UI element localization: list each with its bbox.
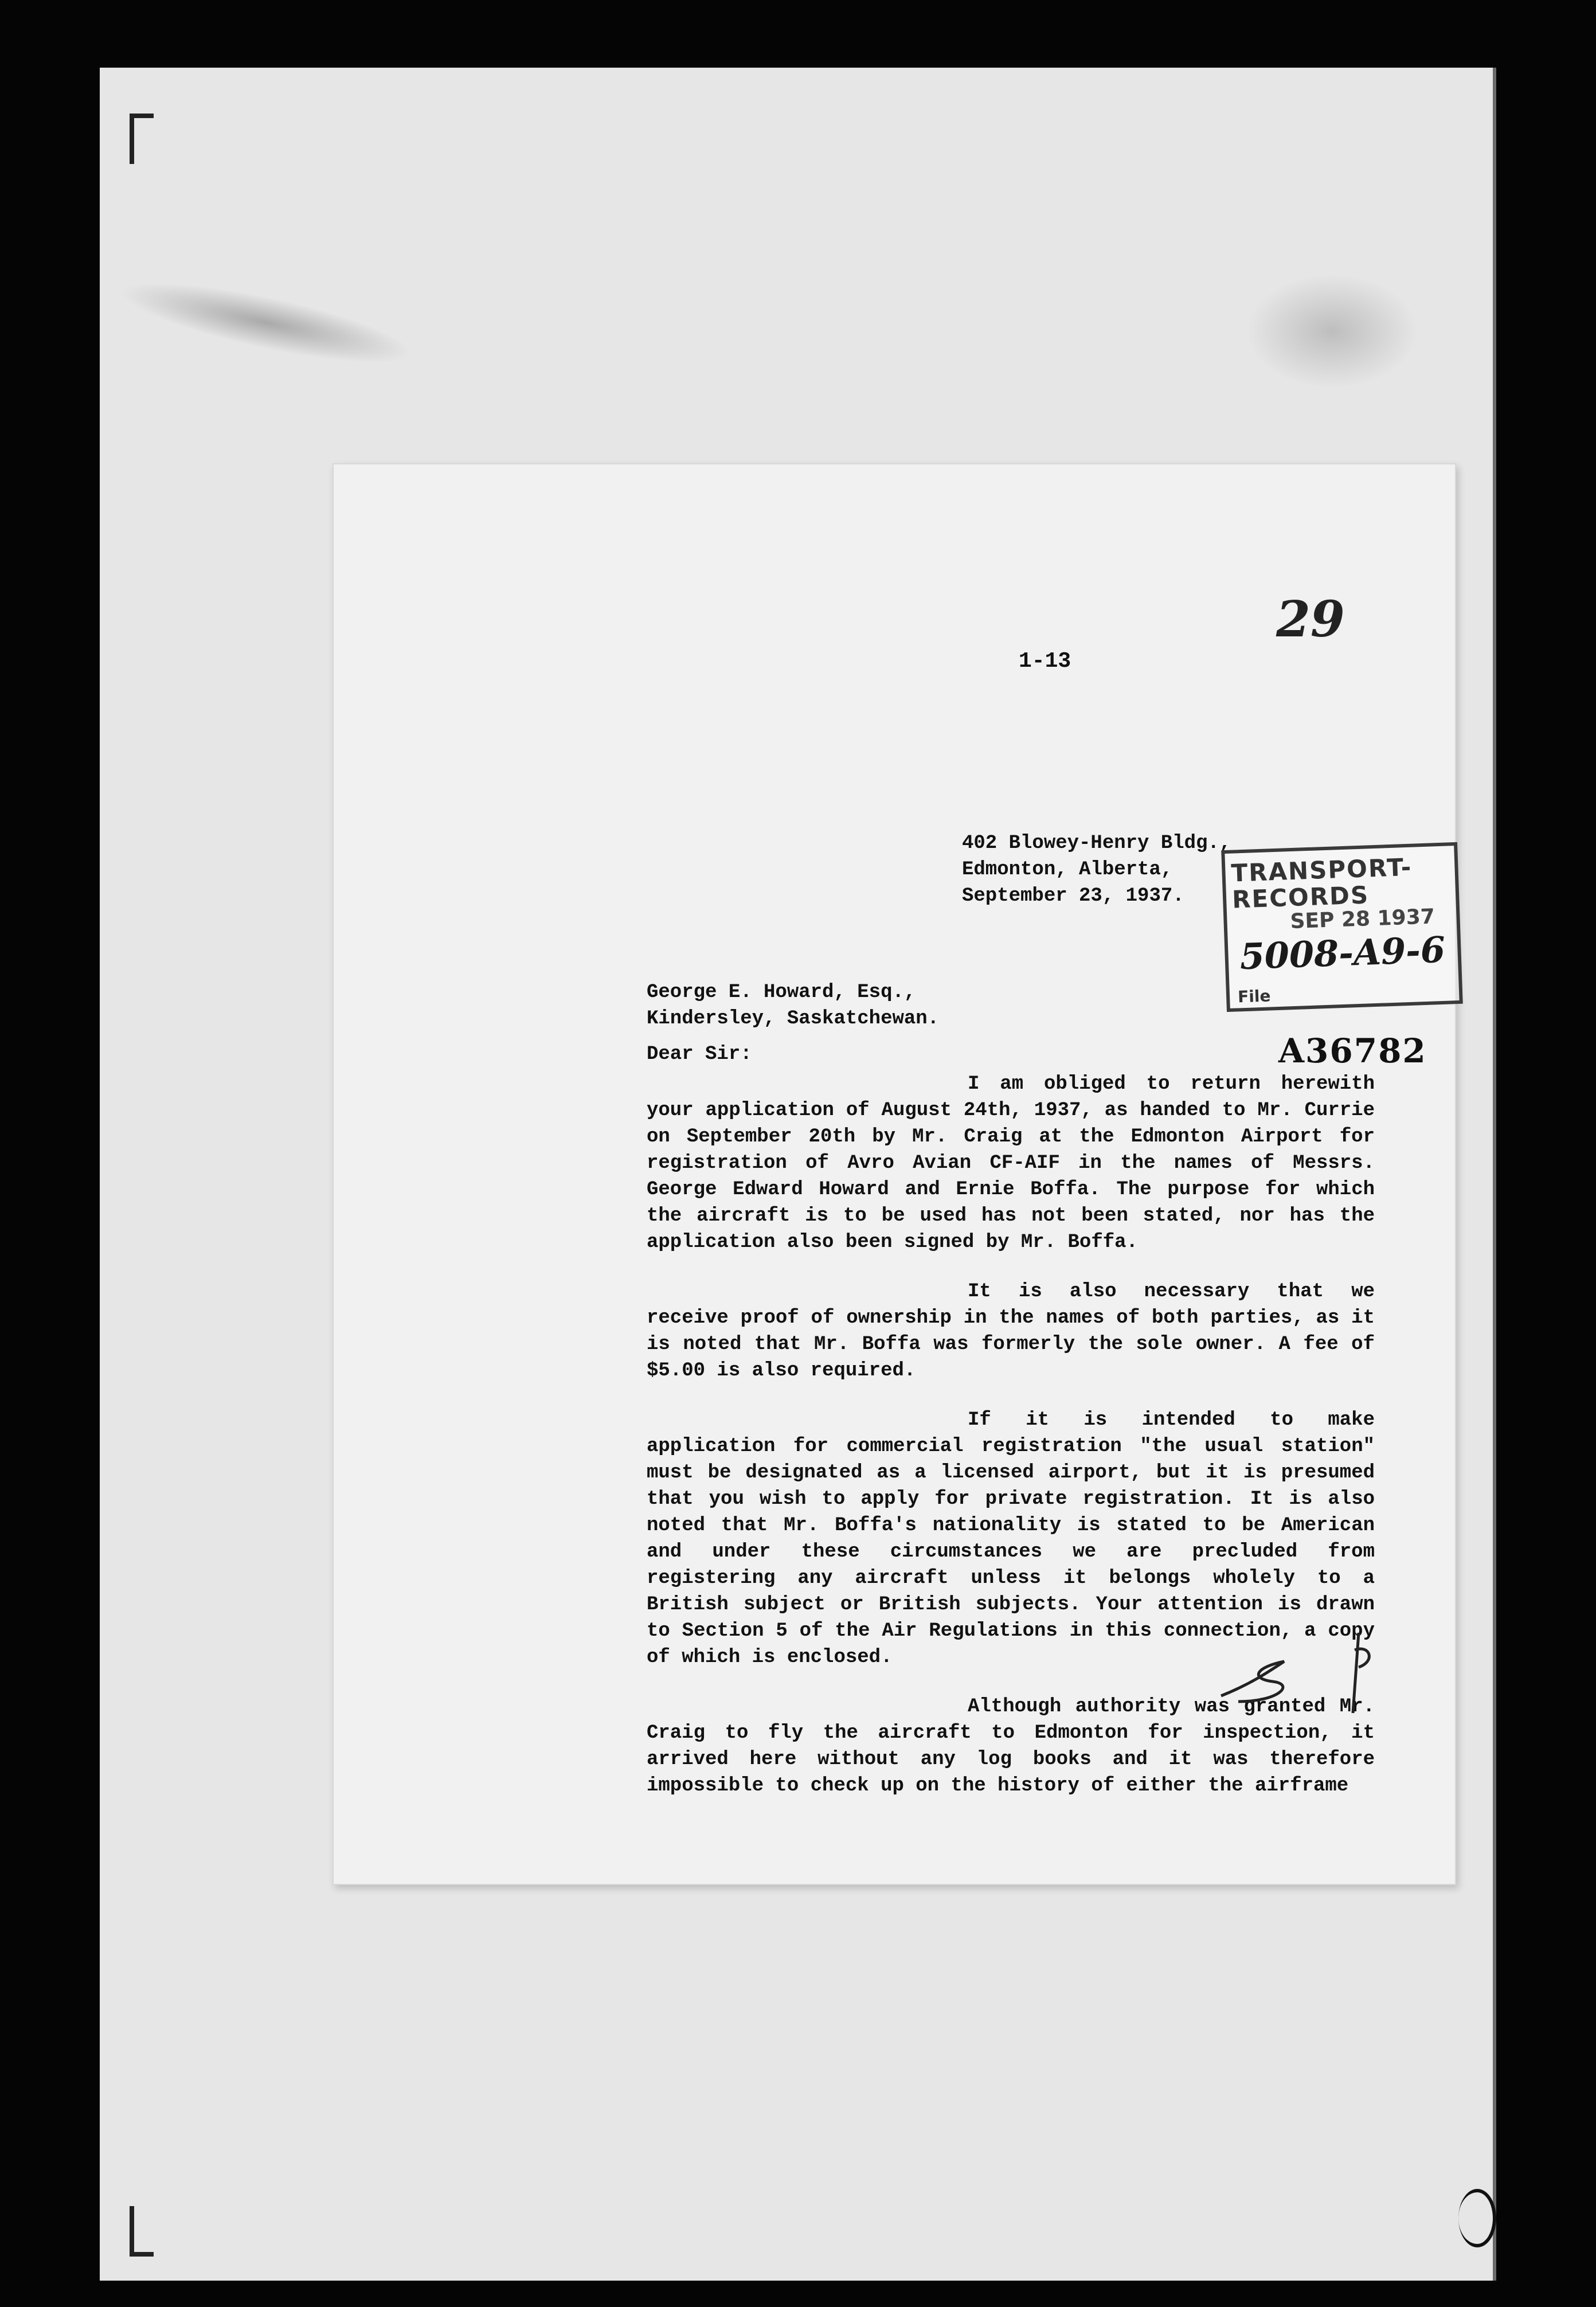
received-stamp [1221, 842, 1463, 1012]
page-number: 1-13 [1019, 649, 1071, 674]
smudge-mark [1246, 274, 1418, 389]
microfilm-mount [100, 68, 1496, 2281]
crop-mark-bottom-left [130, 2206, 154, 2257]
sender-address [962, 830, 1231, 909]
letter-date: September 23, 1937. [962, 885, 1184, 907]
address-line: 402 Blowey-Henry Bldg., [962, 832, 1231, 854]
recipient-address [647, 979, 939, 1032]
body-paragraph: Although authority was granted Mr. Craig to fly the aircraft to Edmonton for inspection, it arrived here without any log books and it was therefore impossible to check up on the history of either the airframe [647, 1696, 1375, 1797]
salutation: Dear Sir: [647, 1043, 752, 1065]
stamp-file-number: 5008-A9-6 [1239, 928, 1446, 978]
smudge-mark [115, 267, 417, 379]
body-paragraph: I am obliged to return herewith your application of August 24th, 1937, as handed to Mr. Currie on September 20th by Mr. Craig at the Edmonton Airport for registration of Avro Avian CF-AIF in the names of Messrs. George Edward Howard and Ernie Boffa. The purpose for which the aircraft is to be used has not been stated, nor has the application also been signed by Mr. Boffa. [647, 1073, 1375, 1253]
letter-page [332, 463, 1456, 1885]
body-paragraph: It is also necessary that we receive proof of ownership in the names of both parties, as it is noted that Mr. Boffa was formerly the sole owner. A fee of $5.00 is also required. [647, 1281, 1375, 1382]
film-clip-mark [1458, 2189, 1496, 2247]
handwritten-initials [1215, 1627, 1387, 1719]
recipient-line: George E. Howard, Esq., [647, 982, 916, 1003]
stamp-title: TRANSPORT-RECORDS [1230, 853, 1413, 914]
handwritten-number: 29 [1276, 591, 1345, 648]
body-paragraph: If it is intended to make application for commercial registration "the usual station" must be designated as a licensed airport, but it is presumed that you wish to apply for private registration. It is also noted that Mr. Boffa's nationality is stated to be American and under these circumstances we are precluded from registering any aircraft unless it belongs wholely to a British subject or British subjects. Your attention is drawn to Section 5 of the Air Regulations in this connection, a copy of which is enclosed. [647, 1409, 1375, 1668]
stamp-date: SEP 28 1937 [1289, 905, 1435, 934]
stamp-file-label: File [1237, 986, 1271, 1007]
document-identifier: A36782 [1278, 1031, 1427, 1070]
crop-mark-top-left [130, 114, 154, 164]
address-line: Edmonton, Alberta, [962, 859, 1173, 881]
recipient-line: Kindersley, Saskatchewan. [647, 1008, 940, 1030]
